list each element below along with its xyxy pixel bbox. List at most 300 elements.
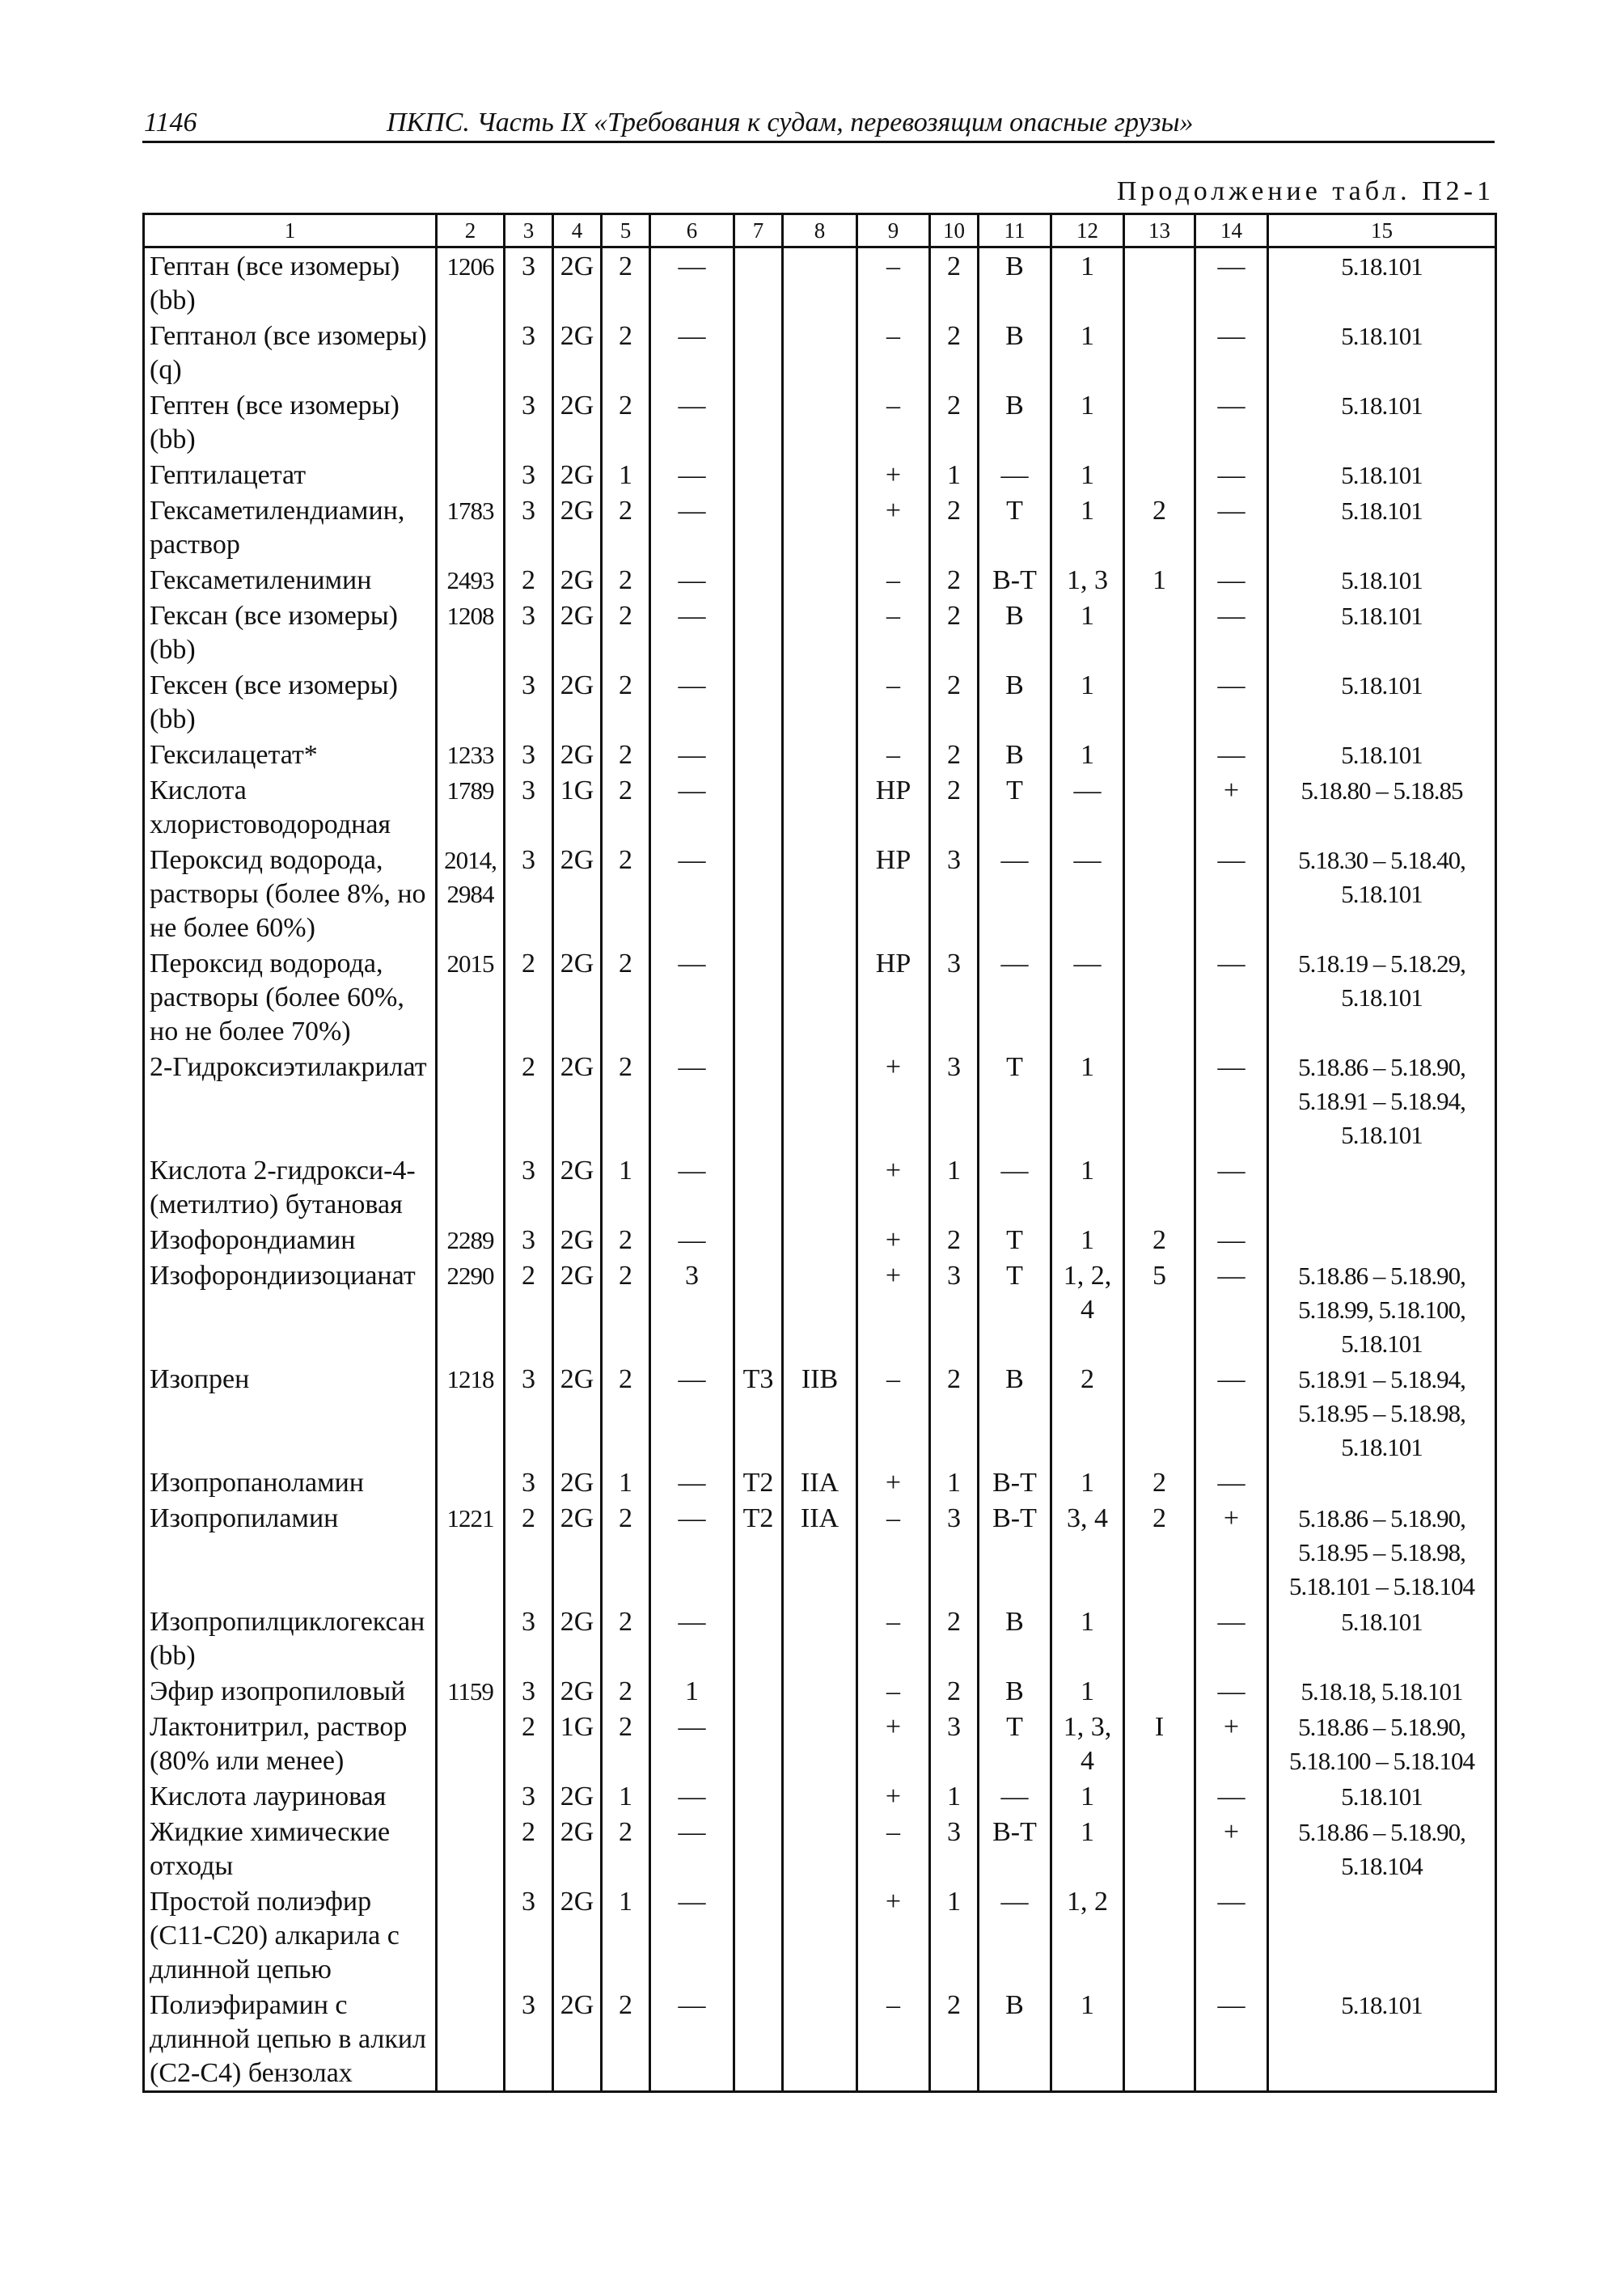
col-5-cell: 2 xyxy=(602,842,650,945)
col-14-cell: — xyxy=(1195,457,1268,492)
col-5-cell: 2 xyxy=(602,1222,650,1258)
col-13-cell xyxy=(1124,1814,1195,1883)
col-5-cell: 2 xyxy=(602,492,650,562)
substance-name-cell: Гептан (все изомеры) (bb) xyxy=(144,247,437,319)
requirements-ref-cell xyxy=(1268,1152,1496,1222)
col-4-cell: 2G xyxy=(553,1778,602,1814)
requirements-ref-cell: 5.18.101 xyxy=(1268,1604,1496,1673)
col-12-cell: 1, 3 xyxy=(1051,562,1124,598)
un-number-cell xyxy=(437,1814,505,1883)
col-7-cell xyxy=(734,842,783,945)
col-9-cell: – xyxy=(857,1604,930,1673)
col-10-cell: 2 xyxy=(930,1987,979,2092)
col-11-cell: Т xyxy=(979,1049,1051,1152)
col-11-cell: — xyxy=(979,945,1051,1049)
substance-name-cell: Гексен (все изомеры) (bb) xyxy=(144,667,437,737)
col-8-cell xyxy=(783,1778,857,1814)
col-3-cell: 3 xyxy=(505,1778,553,1814)
col-3-cell: 2 xyxy=(505,1709,553,1778)
col-7-cell xyxy=(734,1883,783,1987)
table-row xyxy=(144,667,1496,737)
un-number-cell: 2289 xyxy=(437,1222,505,1258)
col-8-cell xyxy=(783,598,857,667)
col-14-cell: — xyxy=(1195,842,1268,945)
col-11-cell: В xyxy=(979,387,1051,457)
table-row xyxy=(144,1222,1496,1258)
col-11-cell: — xyxy=(979,1883,1051,1987)
col-6-cell: — xyxy=(650,598,734,667)
table-row xyxy=(144,247,1496,319)
un-number-cell xyxy=(437,1152,505,1222)
requirements-ref-cell xyxy=(1268,1222,1496,1258)
col-11-cell: — xyxy=(979,457,1051,492)
col-7-cell xyxy=(734,1604,783,1673)
col-12-cell: 1 xyxy=(1051,1465,1124,1500)
col-14-cell: — xyxy=(1195,667,1268,737)
requirements-ref-cell: 5.18.101 xyxy=(1268,457,1496,492)
col-9-cell: + xyxy=(857,1778,930,1814)
substance-name-cell: Пероксид водорода, растворы (более 8%, но не более 60%) xyxy=(144,842,437,945)
col-3-cell: 3 xyxy=(505,1465,553,1500)
col-8-cell xyxy=(783,1604,857,1673)
col-12-cell: 3, 4 xyxy=(1051,1500,1124,1604)
col-10-cell: 2 xyxy=(930,737,979,772)
col-3-cell: 3 xyxy=(505,772,553,842)
col-11-cell: В xyxy=(979,1604,1051,1673)
col-5-cell: 2 xyxy=(602,1604,650,1673)
substance-name-cell: Жидкие химические отходы xyxy=(144,1814,437,1883)
un-number-cell xyxy=(437,387,505,457)
un-number-cell xyxy=(437,1604,505,1673)
substance-name-cell: Кислота хлористоводородная xyxy=(144,772,437,842)
col-10-cell: 3 xyxy=(930,1049,979,1152)
col-8-cell xyxy=(783,842,857,945)
col-12-cell: 1 xyxy=(1051,1152,1124,1222)
un-number-cell: 1206 xyxy=(437,247,505,319)
requirements-ref-cell: 5.18.91 – 5.18.94, 5.18.95 – 5.18.98, 5.18.101 xyxy=(1268,1361,1496,1465)
col-7-cell xyxy=(734,492,783,562)
col-11-cell: Т xyxy=(979,1258,1051,1361)
col-9-cell: + xyxy=(857,1709,930,1778)
substance-name-cell: Гексилацетат* xyxy=(144,737,437,772)
col-13-cell xyxy=(1124,1361,1195,1465)
table-row xyxy=(144,1465,1496,1500)
col-10-cell: 2 xyxy=(930,492,979,562)
col-10-cell: 2 xyxy=(930,1604,979,1673)
table-row xyxy=(144,1883,1496,1987)
substance-name-cell: Гептилацетат xyxy=(144,457,437,492)
table-row xyxy=(144,598,1496,667)
col-13-cell: I xyxy=(1124,1709,1195,1778)
col-6-cell: — xyxy=(650,1814,734,1883)
col-13-cell xyxy=(1124,457,1195,492)
col-11-cell: В xyxy=(979,318,1051,387)
table-row xyxy=(144,1500,1496,1604)
running-title: ПКПС. Часть IX «Требования к судам, перевозящим опасные грузы» xyxy=(387,108,1194,137)
substance-name-cell: Лактонитрил, раствор (80% или менее) xyxy=(144,1709,437,1778)
col-6-cell: — xyxy=(650,318,734,387)
col-8-cell xyxy=(783,1049,857,1152)
col-13-cell xyxy=(1124,1673,1195,1709)
col-4-cell: 2G xyxy=(553,1152,602,1222)
column-header: 1 xyxy=(144,214,437,247)
col-8-cell xyxy=(783,772,857,842)
col-4-cell: 2G xyxy=(553,945,602,1049)
col-14-cell: — xyxy=(1195,247,1268,319)
col-3-cell: 3 xyxy=(505,318,553,387)
col-6-cell: — xyxy=(650,562,734,598)
col-12-cell: 1, 2, 4 xyxy=(1051,1258,1124,1361)
table-row xyxy=(144,457,1496,492)
col-14-cell: — xyxy=(1195,1987,1268,2092)
substance-name-cell: Кислота лауриновая xyxy=(144,1778,437,1814)
col-7-cell xyxy=(734,772,783,842)
col-9-cell: – xyxy=(857,737,930,772)
col-10-cell: 2 xyxy=(930,1222,979,1258)
col-8-cell: IIВ xyxy=(783,1361,857,1465)
col-4-cell: 1G xyxy=(553,1709,602,1778)
col-7-cell xyxy=(734,1778,783,1814)
col-3-cell: 3 xyxy=(505,1673,553,1709)
substance-name-cell: Гептен (все изомеры) (bb) xyxy=(144,387,437,457)
col-10-cell: 2 xyxy=(930,562,979,598)
col-7-cell xyxy=(734,1049,783,1152)
col-12-cell: 1 xyxy=(1051,1049,1124,1152)
col-12-cell: 1 xyxy=(1051,1987,1124,2092)
col-8-cell xyxy=(783,1222,857,1258)
col-5-cell: 2 xyxy=(602,1258,650,1361)
un-number-cell: 1783 xyxy=(437,492,505,562)
col-11-cell: В-Т xyxy=(979,562,1051,598)
substances-table xyxy=(142,213,1497,2093)
un-number-cell: 1789 xyxy=(437,772,505,842)
col-14-cell: — xyxy=(1195,1258,1268,1361)
requirements-ref-cell: 5.18.86 – 5.18.90, 5.18.95 – 5.18.98, 5.18.101 – 5.18.104 xyxy=(1268,1500,1496,1604)
requirements-ref-cell: 5.18.101 xyxy=(1268,737,1496,772)
col-10-cell: 1 xyxy=(930,1883,979,1987)
col-5-cell: 1 xyxy=(602,1152,650,1222)
table-row xyxy=(144,1049,1496,1152)
col-11-cell: В xyxy=(979,247,1051,319)
substance-name-cell: Гексаметилендиамин, раствор xyxy=(144,492,437,562)
col-10-cell: 3 xyxy=(930,1258,979,1361)
column-header: 4 xyxy=(553,214,602,247)
page-number: 1146 xyxy=(144,108,197,137)
col-10-cell: 2 xyxy=(930,667,979,737)
table-header-row xyxy=(144,214,1496,247)
column-header: 9 xyxy=(857,214,930,247)
col-11-cell: В xyxy=(979,737,1051,772)
col-3-cell: 3 xyxy=(505,1883,553,1987)
col-11-cell: В xyxy=(979,1673,1051,1709)
col-3-cell: 3 xyxy=(505,1152,553,1222)
col-3-cell: 3 xyxy=(505,1222,553,1258)
table-row xyxy=(144,318,1496,387)
un-number-cell xyxy=(437,667,505,737)
col-3-cell: 3 xyxy=(505,457,553,492)
requirements-ref-cell: 5.18.101 xyxy=(1268,492,1496,562)
col-9-cell: – xyxy=(857,1361,930,1465)
table-row xyxy=(144,1604,1496,1673)
col-8-cell xyxy=(783,492,857,562)
un-number-cell xyxy=(437,318,505,387)
col-12-cell: — xyxy=(1051,945,1124,1049)
col-14-cell: — xyxy=(1195,562,1268,598)
col-11-cell: — xyxy=(979,842,1051,945)
col-7-cell xyxy=(734,1673,783,1709)
col-8-cell xyxy=(783,1709,857,1778)
column-header: 2 xyxy=(437,214,505,247)
requirements-ref-cell: 5.18.80 – 5.18.85 xyxy=(1268,772,1496,842)
col-11-cell: Т xyxy=(979,1222,1051,1258)
col-14-cell: — xyxy=(1195,1152,1268,1222)
col-13-cell xyxy=(1124,1883,1195,1987)
table-body xyxy=(144,247,1496,2092)
col-10-cell: 3 xyxy=(930,1500,979,1604)
col-4-cell: 2G xyxy=(553,1500,602,1604)
col-13-cell xyxy=(1124,387,1195,457)
col-8-cell xyxy=(783,1258,857,1361)
col-13-cell xyxy=(1124,318,1195,387)
col-7-cell xyxy=(734,1152,783,1222)
table-row xyxy=(144,842,1496,945)
col-3-cell: 3 xyxy=(505,247,553,319)
un-number-cell: 2290 xyxy=(437,1258,505,1361)
col-5-cell: 2 xyxy=(602,1987,650,2092)
col-8-cell xyxy=(783,1673,857,1709)
col-14-cell: — xyxy=(1195,318,1268,387)
col-4-cell: 2G xyxy=(553,598,602,667)
col-7-cell: Т2 xyxy=(734,1500,783,1604)
col-12-cell: 1 xyxy=(1051,1814,1124,1883)
col-13-cell xyxy=(1124,1049,1195,1152)
col-10-cell: 1 xyxy=(930,1465,979,1500)
col-12-cell: 1 xyxy=(1051,1778,1124,1814)
substance-name-cell: 2-Гидроксиэтилакрилат xyxy=(144,1049,437,1152)
col-6-cell: — xyxy=(650,945,734,1049)
col-9-cell: + xyxy=(857,1222,930,1258)
substance-name-cell: Гептанол (все изомеры) (q) xyxy=(144,318,437,387)
table-continuation-label: Продолжение табл. П2-1 xyxy=(1116,176,1495,206)
col-4-cell: 2G xyxy=(553,457,602,492)
col-7-cell xyxy=(734,562,783,598)
col-3-cell: 2 xyxy=(505,1500,553,1604)
col-6-cell: — xyxy=(650,737,734,772)
col-6-cell: 1 xyxy=(650,1673,734,1709)
col-4-cell: 2G xyxy=(553,247,602,319)
table-row xyxy=(144,945,1496,1049)
col-9-cell: – xyxy=(857,562,930,598)
column-header: 8 xyxy=(783,214,857,247)
col-14-cell: — xyxy=(1195,1604,1268,1673)
col-6-cell: — xyxy=(650,247,734,319)
column-header: 7 xyxy=(734,214,783,247)
col-5-cell: 2 xyxy=(602,667,650,737)
requirements-ref-cell: 5.18.19 – 5.18.29, 5.18.101 xyxy=(1268,945,1496,1049)
col-14-cell: — xyxy=(1195,598,1268,667)
col-8-cell xyxy=(783,1814,857,1883)
col-11-cell: В-Т xyxy=(979,1465,1051,1500)
col-6-cell: — xyxy=(650,1500,734,1604)
col-11-cell: В xyxy=(979,1361,1051,1465)
col-10-cell: 2 xyxy=(930,598,979,667)
col-12-cell: 1 xyxy=(1051,387,1124,457)
col-5-cell: 1 xyxy=(602,1883,650,1987)
col-8-cell xyxy=(783,1883,857,1987)
col-10-cell: 3 xyxy=(930,1814,979,1883)
col-3-cell: 2 xyxy=(505,562,553,598)
col-10-cell: 2 xyxy=(930,1361,979,1465)
col-13-cell xyxy=(1124,842,1195,945)
col-5-cell: 2 xyxy=(602,387,650,457)
col-9-cell: + xyxy=(857,1883,930,1987)
requirements-ref-cell: 5.18.101 xyxy=(1268,667,1496,737)
col-9-cell: + xyxy=(857,1258,930,1361)
col-11-cell: Т xyxy=(979,1709,1051,1778)
col-3-cell: 3 xyxy=(505,842,553,945)
table-row xyxy=(144,737,1496,772)
col-10-cell: 2 xyxy=(930,1673,979,1709)
col-4-cell: 2G xyxy=(553,1987,602,2092)
col-10-cell: 3 xyxy=(930,1709,979,1778)
col-7-cell: Т2 xyxy=(734,1465,783,1500)
col-11-cell: Т xyxy=(979,772,1051,842)
requirements-ref-cell: 5.18.101 xyxy=(1268,1778,1496,1814)
col-9-cell: – xyxy=(857,1673,930,1709)
col-8-cell xyxy=(783,562,857,598)
col-10-cell: 1 xyxy=(930,1152,979,1222)
substance-name-cell: Кислота 2-гидрокси-4-(метилтио) бутановая xyxy=(144,1152,437,1222)
col-7-cell xyxy=(734,457,783,492)
col-12-cell: 1 xyxy=(1051,1222,1124,1258)
column-header: 14 xyxy=(1195,214,1268,247)
column-header: 10 xyxy=(930,214,979,247)
col-9-cell: + xyxy=(857,1465,930,1500)
column-header: 15 xyxy=(1268,214,1496,247)
col-12-cell: 1 xyxy=(1051,1673,1124,1709)
col-6-cell: — xyxy=(650,1361,734,1465)
col-5-cell: 2 xyxy=(602,772,650,842)
col-5-cell: 2 xyxy=(602,1709,650,1778)
col-13-cell xyxy=(1124,1987,1195,2092)
table-row xyxy=(144,562,1496,598)
un-number-cell: 2493 xyxy=(437,562,505,598)
col-14-cell: — xyxy=(1195,492,1268,562)
col-3-cell: 2 xyxy=(505,1258,553,1361)
substance-name-cell: Изопропаноламин xyxy=(144,1465,437,1500)
un-number-cell: 1208 xyxy=(437,598,505,667)
requirements-ref-cell: 5.18.101 xyxy=(1268,562,1496,598)
col-7-cell xyxy=(734,667,783,737)
col-3-cell: 2 xyxy=(505,1049,553,1152)
col-8-cell: IIА xyxy=(783,1465,857,1500)
requirements-ref-cell: 5.18.86 – 5.18.90, 5.18.99, 5.18.100, 5.18.101 xyxy=(1268,1258,1496,1361)
table-row xyxy=(144,1673,1496,1709)
col-6-cell: — xyxy=(650,1709,734,1778)
col-13-cell: 2 xyxy=(1124,1222,1195,1258)
requirements-ref-cell: 5.18.101 xyxy=(1268,387,1496,457)
requirements-ref-cell: 5.18.101 xyxy=(1268,247,1496,319)
column-header: 5 xyxy=(602,214,650,247)
col-4-cell: 2G xyxy=(553,387,602,457)
col-6-cell: — xyxy=(650,1465,734,1500)
col-13-cell xyxy=(1124,945,1195,1049)
un-number-cell xyxy=(437,1465,505,1500)
column-header: 11 xyxy=(979,214,1051,247)
col-14-cell: — xyxy=(1195,387,1268,457)
col-10-cell: 2 xyxy=(930,247,979,319)
col-4-cell: 2G xyxy=(553,1361,602,1465)
col-4-cell: 2G xyxy=(553,1049,602,1152)
requirements-ref-cell: 5.18.86 – 5.18.90, 5.18.100 – 5.18.104 xyxy=(1268,1709,1496,1778)
col-11-cell: В-Т xyxy=(979,1500,1051,1604)
col-13-cell xyxy=(1124,737,1195,772)
substance-name-cell: Пероксид водорода, растворы (более 60%, но не более 70%) xyxy=(144,945,437,1049)
col-10-cell: 3 xyxy=(930,842,979,945)
table-row xyxy=(144,387,1496,457)
col-7-cell xyxy=(734,1987,783,2092)
col-6-cell: — xyxy=(650,1883,734,1987)
col-5-cell: 2 xyxy=(602,598,650,667)
col-3-cell: 3 xyxy=(505,737,553,772)
col-14-cell: — xyxy=(1195,1883,1268,1987)
col-9-cell: НР xyxy=(857,842,930,945)
requirements-ref-cell: 5.18.101 xyxy=(1268,318,1496,387)
column-header: 12 xyxy=(1051,214,1124,247)
col-12-cell: 1 xyxy=(1051,457,1124,492)
col-8-cell xyxy=(783,387,857,457)
col-8-cell xyxy=(783,945,857,1049)
col-3-cell: 3 xyxy=(505,1604,553,1673)
col-13-cell xyxy=(1124,247,1195,319)
col-13-cell xyxy=(1124,598,1195,667)
col-7-cell xyxy=(734,1709,783,1778)
un-number-cell xyxy=(437,1049,505,1152)
un-number-cell xyxy=(437,457,505,492)
requirements-ref-cell xyxy=(1268,1883,1496,1987)
col-9-cell: + xyxy=(857,492,930,562)
col-3-cell: 3 xyxy=(505,1987,553,2092)
substance-name-cell: Изофорондиизоцианат xyxy=(144,1258,437,1361)
col-7-cell: Т3 xyxy=(734,1361,783,1465)
col-10-cell: 1 xyxy=(930,457,979,492)
col-14-cell: + xyxy=(1195,1500,1268,1604)
col-11-cell: В xyxy=(979,667,1051,737)
col-3-cell: 3 xyxy=(505,492,553,562)
col-11-cell: В-Т xyxy=(979,1814,1051,1883)
col-5-cell: 2 xyxy=(602,737,650,772)
col-4-cell: 1G xyxy=(553,772,602,842)
col-10-cell: 2 xyxy=(930,387,979,457)
un-number-cell xyxy=(437,1709,505,1778)
col-4-cell: 2G xyxy=(553,562,602,598)
col-14-cell: — xyxy=(1195,1222,1268,1258)
substance-name-cell: Эфир изопропиловый xyxy=(144,1673,437,1709)
col-8-cell xyxy=(783,1152,857,1222)
col-11-cell: — xyxy=(979,1778,1051,1814)
un-number-cell: 2015 xyxy=(437,945,505,1049)
un-number-cell: 1159 xyxy=(437,1673,505,1709)
col-4-cell: 2G xyxy=(553,1673,602,1709)
col-3-cell: 3 xyxy=(505,598,553,667)
col-6-cell: — xyxy=(650,1049,734,1152)
col-12-cell: 1, 3, 4 xyxy=(1051,1709,1124,1778)
col-4-cell: 2G xyxy=(553,1222,602,1258)
col-6-cell: — xyxy=(650,1778,734,1814)
table-row xyxy=(144,1814,1496,1883)
col-12-cell: 1, 2 xyxy=(1051,1883,1124,1987)
un-number-cell xyxy=(437,1883,505,1987)
